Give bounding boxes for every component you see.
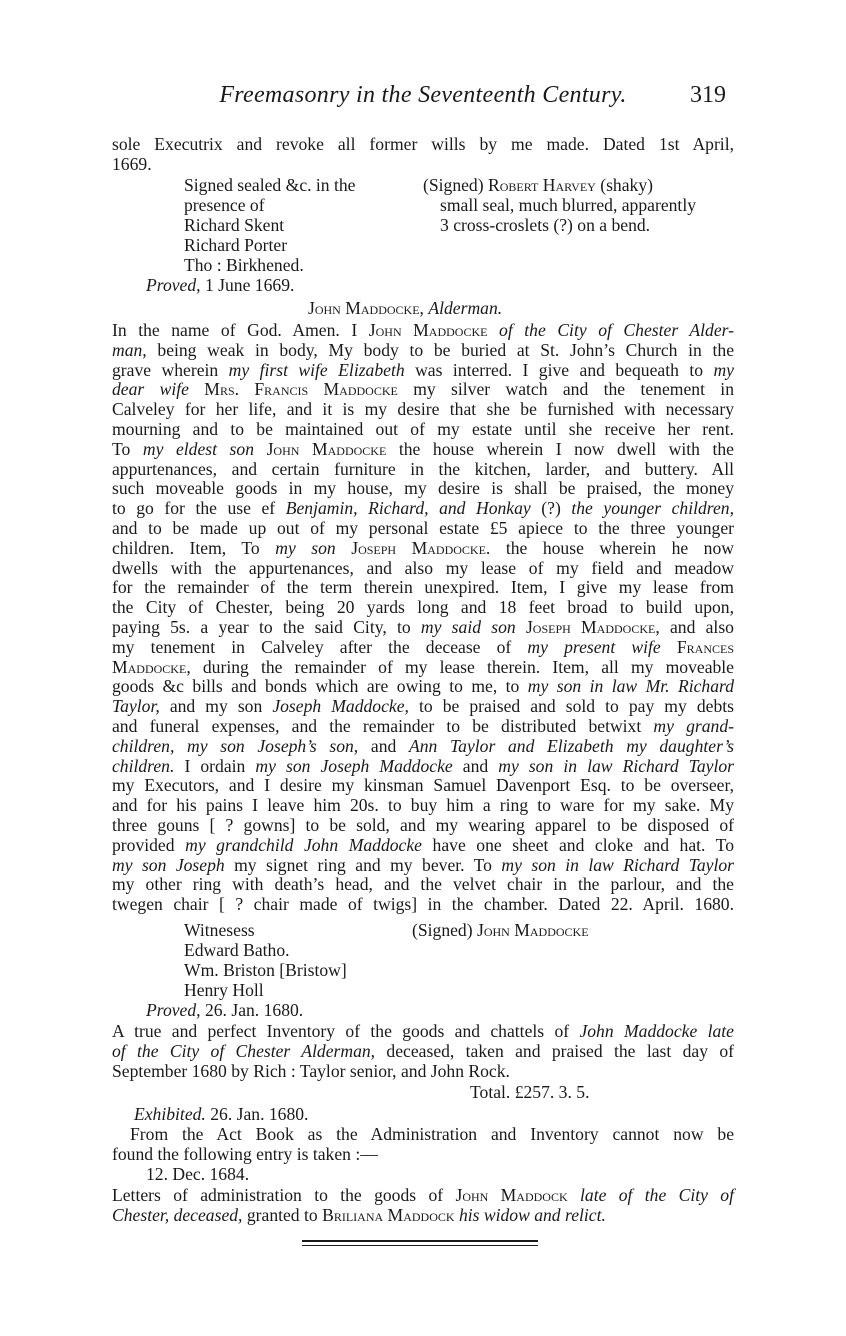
italic-text: children. — [112, 755, 175, 776]
name-text: Frances — [676, 636, 734, 657]
running-header-title: Freemasonry in the Seventeenth Century. — [219, 82, 627, 108]
signer-name: John Maddocke — [477, 920, 589, 940]
italic-text: my eldest son — [142, 438, 254, 459]
text-line: Maddocke, during the remainder of my lease therein. Item, all my moveable — [112, 656, 734, 677]
seal-description: small seal, much blurred, apparently — [440, 195, 697, 215]
italic-text: of the City of Chester Alderman, — [112, 1041, 376, 1061]
text-line: dear wife Mrs. Francis Maddocke my silver watch and the tenement in — [112, 379, 734, 400]
witness-name: Richard Skent — [184, 215, 285, 235]
text-line: and for his pains I leave him 20s. to buy him a ring to ware for my sake. My — [112, 795, 734, 816]
text-line: my tenement in Calveley after the decease of my present wife Frances — [112, 636, 734, 657]
text-line: children, my son Joseph’s son, and Ann Taylor and Elizabeth my daughter’s — [112, 735, 735, 756]
witness-name: Tho : Birkhened. — [184, 255, 304, 275]
text-line: Letters of administration to the goods of John Maddock late of the City of — [112, 1185, 734, 1205]
text-line: paying 5s. a year to the said City, to my said son Joseph Maddocke, and also — [112, 617, 734, 637]
italic-text: my son in law Richard Taylor — [501, 854, 735, 875]
text-line: In the name of God. Amen. I John Maddocke of the City of Chester Alder- — [112, 320, 734, 340]
text-line: appurtenances, and certain furniture in the kitchen, larder, and buttery. All — [112, 458, 734, 479]
text-line: provided my grandchild John Maddocke have one sheet and cloke and hat. To — [112, 834, 734, 855]
signed-line: (Signed) John Maddocke — [412, 920, 589, 940]
text-line: Chester, deceased, granted to Briliana Maddock his widow and relict. — [112, 1205, 606, 1225]
text-line: A true and perfect Inventory of the goods and chattels of John Maddocke late — [112, 1021, 734, 1041]
italic-text: dear wife — [112, 379, 189, 400]
proved-line: Proved, 1 June 1669. — [146, 275, 295, 295]
italic-text: Joseph Maddocke, — [272, 696, 409, 717]
italic-text: Benjamin, Richard, and Honkay — [285, 498, 531, 519]
italic-text: my son in law Richard Taylor — [498, 755, 734, 776]
section-heading: John Maddocke, Alderman. — [308, 298, 503, 318]
text-line: From the Act Book as the Administration and Inventory cannot now be — [130, 1124, 734, 1144]
italic-text: man, — [112, 339, 147, 360]
italic-text: Ann Taylor and Elizabeth my daughter’s — [408, 735, 735, 756]
signer-name: Robert Harvey — [488, 175, 596, 195]
name-text: Mrs. Francis Maddocke — [204, 379, 398, 400]
text-line: 1669. — [112, 154, 152, 174]
italic-text: his widow and relict. — [458, 1205, 606, 1225]
signature-line: Witnesess — [184, 920, 255, 940]
italic-text: my grand- — [653, 716, 735, 736]
text-line: goods &c bills and bonds which are owing to me, to my son in law Mr. Richard — [112, 676, 734, 697]
entry-date: 12. Dec. 1684. — [146, 1164, 250, 1184]
text-line: three gouns [ ? gowns] to be sold, and my wearing apparel to be disposed of — [112, 815, 734, 835]
text-line: found the following entry is taken :— — [112, 1144, 378, 1164]
text-line: and funeral expenses, and the remainder to be distributed betwixt my grand- — [112, 716, 735, 736]
inventory-total: Total. £257. 3. 5. — [470, 1082, 590, 1102]
text-line: dwells with the appurtenances, and also my lease of my field and meadow — [112, 557, 734, 578]
exhibited-line: Exhibited. 26. Jan. 1680. — [134, 1104, 309, 1124]
text-line: the City of Chester, being 20 yards long and 18 feet broad to build upon, — [112, 597, 734, 618]
text-line: my other ring with death’s head, and the velvet chair in the parlour, and the — [112, 874, 734, 895]
text-line: my son Joseph my signet ring and my bever. To my son in law Richard Taylor — [112, 854, 735, 875]
closing-rule — [302, 1240, 538, 1242]
signature-line: presence of — [184, 195, 265, 215]
italic-text: my son Joseph Maddocke — [255, 755, 453, 776]
text-line: and to be made up out of my personal estate £5 apiece to the three younger — [112, 518, 734, 538]
italic-text: my present wife — [527, 636, 661, 657]
page-number: 319 — [690, 82, 726, 108]
italic-text: my first wife Elizabeth — [228, 359, 405, 380]
text-line: to go for the use ef Benjamin, Richard, and Honkay (?) the younger children, — [112, 498, 734, 519]
name-text: Maddocke — [112, 656, 187, 677]
italic-text: of the City of Chester Alder- — [499, 320, 734, 340]
italic-text: my — [713, 359, 734, 380]
text-line: man, being weak in body, My body to be buried at St. John’s Church in the — [112, 339, 734, 360]
italic-text: my grandchild John Maddocke — [185, 834, 422, 855]
seal-description: 3 cross-croslets (?) on a bend. — [440, 215, 651, 235]
text-line: my Executors, and I desire my kinsman Samuel Davenport Esq. to be overseer, — [112, 775, 734, 796]
witness-name: Wm. Briston [Bristow] — [184, 960, 347, 980]
text-line: of the City of Chester Alderman, deceased, taken and praised the last day of — [112, 1041, 734, 1061]
italic-text: John Maddocke late — [579, 1021, 734, 1041]
name-text: Joseph Maddocke — [351, 537, 486, 558]
text-line: children. I ordain my son Joseph Maddocke and my son in law Richard Taylor — [112, 755, 734, 776]
signed-line: (Signed) Robert Harvey (shaky) — [423, 175, 653, 195]
italic-text: my son Joseph — [112, 854, 225, 875]
text-line: Calveley for her life, and it is my desire that she be furnished with necessary — [112, 399, 734, 420]
signature-line: Signed sealed &c. in the — [184, 175, 356, 195]
witness-name: Edward Batho. — [184, 940, 290, 960]
italic-text: the younger children, — [571, 498, 734, 519]
text-line: mourning and to be maintained out of my estate until she receive her rent. — [112, 419, 734, 439]
text-line: twegen chair [ ? chair made of twigs] in the chamber. Dated 22. April. 1680. — [112, 894, 734, 915]
name-text: John Maddocke — [266, 438, 387, 459]
italic-text: children, my son Joseph’s son, — [112, 735, 359, 756]
text-line: Taylor, and my son Joseph Maddocke, to be praised and sold to pay my debts — [112, 696, 734, 717]
name-text: John Maddock — [455, 1185, 568, 1205]
italic-text: my son — [275, 537, 336, 558]
name-text: Briliana Maddock — [322, 1205, 455, 1225]
italic-text: Chester, deceased, — [112, 1205, 243, 1225]
text-line: grave wherein my first wife Elizabeth was interred. I give and bequeath to my — [112, 359, 734, 380]
name-text: Joseph Maddocke — [525, 617, 656, 637]
italic-text: late of the City of — [580, 1185, 734, 1205]
witness-name: Richard Porter — [184, 235, 288, 255]
text-line: children. Item, To my son Joseph Maddocke. the house wherein he now — [112, 537, 734, 558]
closing-rule — [302, 1245, 538, 1246]
witness-name: Henry Holl — [184, 980, 264, 1000]
text-line: for the remainder of the term therein unexpired. Item, I give my lease from — [112, 577, 734, 598]
text-line: September 1680 by Rich : Taylor senior, and John Rock. — [112, 1061, 510, 1081]
proved-line: Proved, 26. Jan. 1680. — [146, 1000, 304, 1020]
italic-text: my said son — [420, 617, 516, 637]
italic-text: Taylor, — [112, 696, 160, 717]
text-line: sole Executrix and revoke all former wills by me made. Dated 1st April, — [112, 134, 734, 154]
italic-text: my son in law Mr. Richard — [527, 676, 734, 697]
text-line: To my eldest son John Maddocke the house wherein I now dwell with the — [112, 438, 734, 459]
name-text: John Maddocke — [368, 320, 500, 340]
text-line: such moveable goods in my house, my desire is shall be praised, the money — [112, 478, 734, 499]
